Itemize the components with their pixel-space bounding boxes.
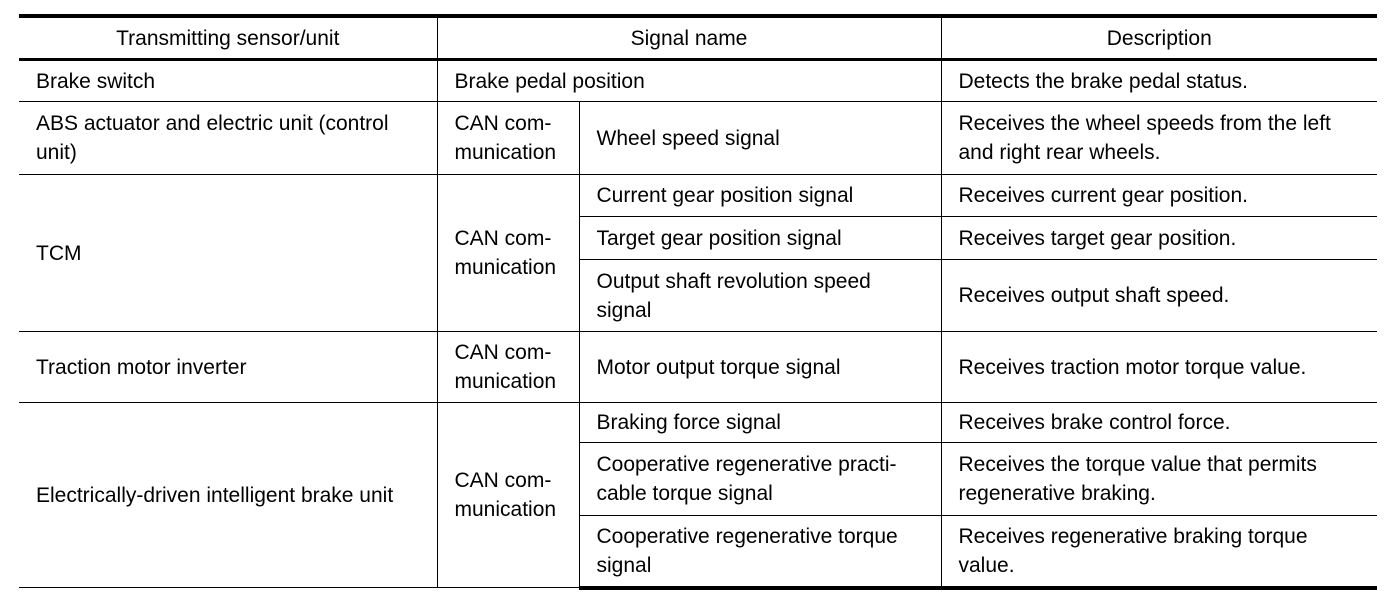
table-row [19,332,1377,403]
signal-cell: Output shaft revolution speed signal [579,260,941,332]
communication-cell: CAN com-munication [437,403,579,588]
description-cell: Receives the torque value that permits regenerative braking. [941,443,1377,516]
unit-cell: Brake switch [19,60,437,102]
unit-cell: Traction motor inverter [19,332,437,403]
communication-cell: CAN com-munication [437,332,579,403]
signal-cell: Cooperative regenerative practi-cable torque signal [579,443,941,516]
table-row [19,175,1377,217]
header-row [19,16,1377,60]
unit-cell: ABS actuator and electric unit (control unit) [19,102,437,175]
description-cell: Receives current gear position. [941,175,1377,217]
signal-cell: Braking force signal [579,403,941,443]
table-row [19,403,1377,443]
table-row [19,60,1377,102]
signal-cell: Target gear position signal [579,217,941,260]
description-cell: Receives target gear position. [941,217,1377,260]
header-signal-name: Signal name [437,16,941,60]
signal-cell: Wheel speed signal [579,102,941,175]
description-cell: Receives brake control force. [941,403,1377,443]
description-cell: Receives output shaft speed. [941,260,1377,332]
signal-cell: Brake pedal position [437,60,941,102]
signal-cell: Motor output torque signal [579,332,941,403]
communication-cell: CAN com-munication [437,175,579,332]
description-cell: Receives traction motor torque value. [941,332,1377,403]
table-row [19,102,1377,175]
description-cell: Receives regenerative braking torque value. [941,516,1377,588]
signal-cell: Cooperative regenerative torque signal [579,516,941,588]
communication-cell: CAN com-munication [437,102,579,175]
header-description: Description [941,16,1377,60]
header-transmitting-unit: Transmitting sensor/unit [19,16,437,60]
unit-cell: TCM [19,175,437,332]
signal-cell: Current gear position signal [579,175,941,217]
unit-cell: Electrically-driven intelligent brake unit [19,403,437,588]
signal-table [19,14,1377,590]
description-cell: Detects the brake pedal status. [941,60,1377,102]
description-cell: Receives the wheel speeds from the left and right rear wheels. [941,102,1377,175]
